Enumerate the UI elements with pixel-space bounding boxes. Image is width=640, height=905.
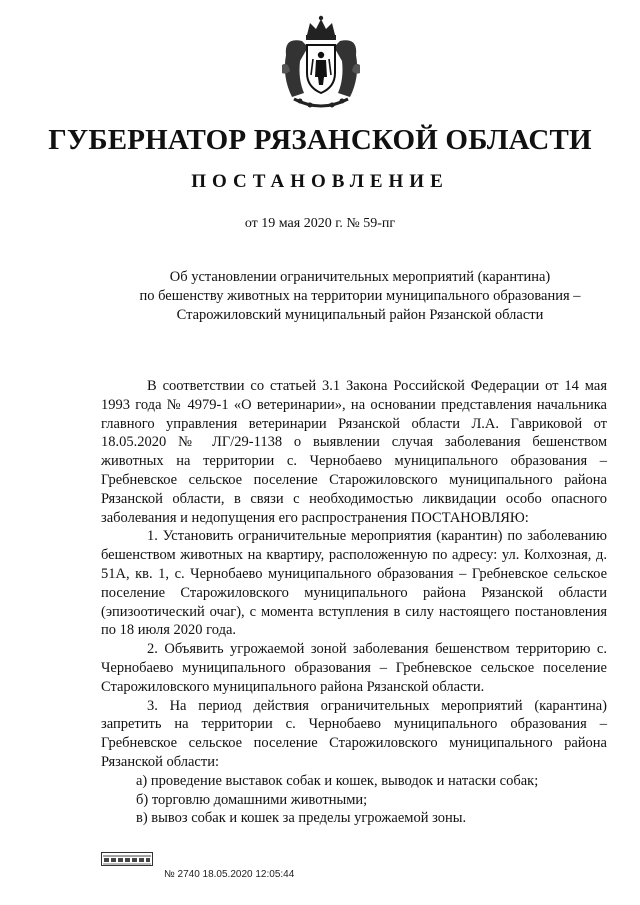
coat-of-arms-icon (280, 15, 362, 111)
clause-3a: а) проведение выставок собак и кошек, выводок и натаски собак; (136, 772, 539, 789)
preamble-paragraph: В соответствии со статьей 3.1 Закона Российской Федерации от 14 мая 1993 года № 4979-1 «О ветеринарии», на основании представления начальника главного управления ветеринарии Рязанской области Л.А. Гавриковой от 18.05.2020 № ЛГ/29-1138 о выявлении случая заболевания бешенством животных на территории с. Чернобаево муниципального образования – Гребневское сельское поселение Старожиловского муниципального района Рязанской области, в связи с необходимостью ликвидации особо опасного заболевания и недопущения его распространения ПОСТАНОВЛЯЮ: (101, 378, 607, 526)
subject-line: Об установлении ограничительных мероприятий (карантина) (169, 269, 551, 285)
issuer-title: ГУБЕРНАТОР РЯЗАНСКОЙ ОБЛАСТИ (48, 124, 592, 156)
document-subject (100, 268, 620, 325)
clause-3c: в) вывоз собак и кошек за пределы угрожаемой зоны. (136, 810, 467, 827)
document-type: ПОСТАНОВЛЕНИЕ (191, 171, 449, 192)
clause-3b: б) торговлю домашними животными; (136, 791, 368, 808)
registry-stamp-icon (101, 852, 153, 866)
document-body (101, 377, 607, 828)
clause-3: 3. На период действия ограничительных мероприятий (карантина) запретить на территории с. Чернобаево муниципального образования – Гребневское сельское поселение Старожиловского муниципального района Рязанской области: (101, 697, 607, 770)
registration-number: № 2740 18.05.2020 12:05:44 (164, 869, 295, 880)
clause-1: 1. Установить ограничительные мероприятия (карантин) по заболеванию бешенством животных на квартиру, расположенную по адресу: ул. Колхозная, д. 51А, кв. 1, с. Чернобаево муниципального образования – Гребневское сельское поселение Старожиловского муниципального района Рязанской области (эпизоотический очаг), с момента вступления в силу настоящего постановления по 18 июля 2020 года. (101, 528, 607, 639)
clause-2: 2. Объявить угрожаемой зоной заболевания бешенством территорию с. Чернобаево муниципального образования – Гребневское сельское поселение Старожиловского муниципального района Рязанской области. (101, 641, 607, 695)
document-date-number: от 19 мая 2020 г. № 59-пг (244, 216, 396, 231)
subject-line: Старожиловский муниципальный район Рязанской области (176, 307, 544, 323)
subject-line: по бешенству животных на территории муниципального образования – (139, 288, 581, 304)
